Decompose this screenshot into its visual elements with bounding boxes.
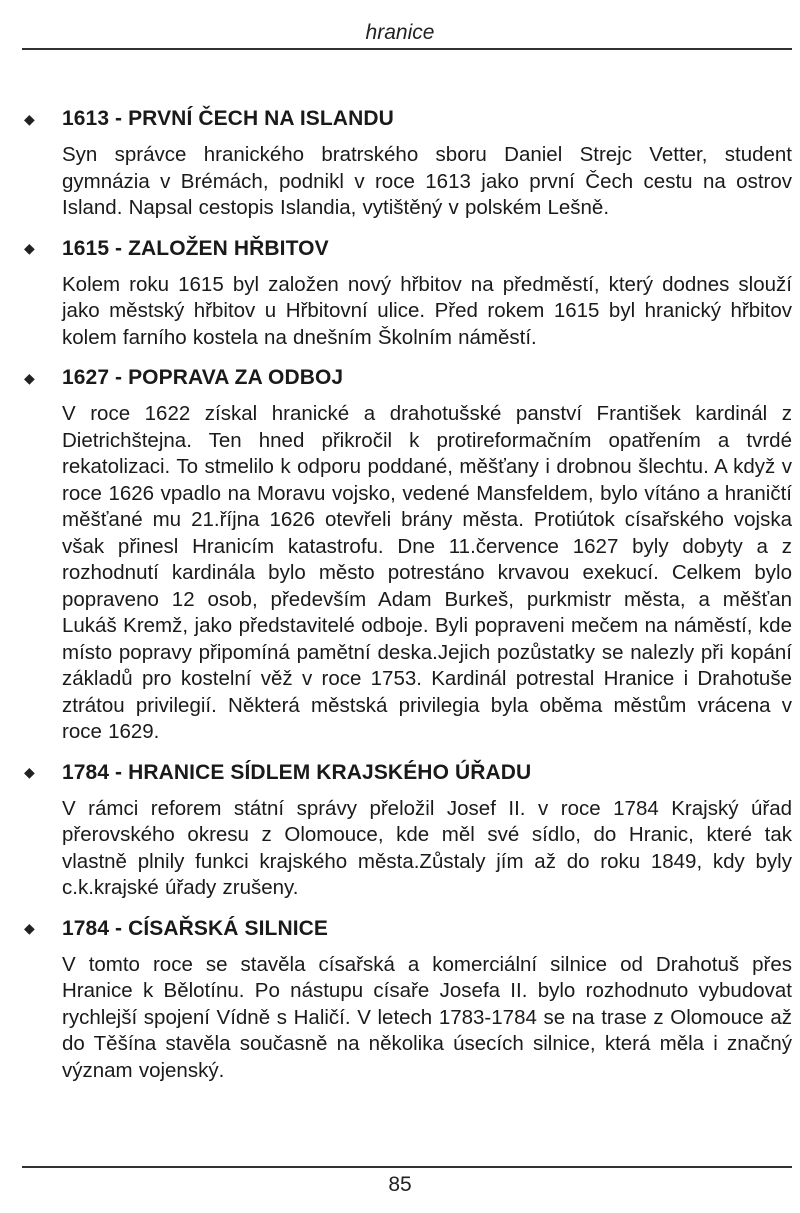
section-1784-cisarska-silnice bbox=[22, 914, 792, 1085]
section-title: 1784 - CÍSAŘSKÁ SILNICE bbox=[62, 916, 329, 940]
section-body: V rámci reforem státní správy přeložil Josef II. v roce 1784 Krajský úřad přerovského okresu z Olomouce, kde měl své sídlo, do Hranic, které tak vlastně plnily funkci krajského města.Zůstaly jím až do roku 1849, kdy byly c.k.krajské úřady zrušeny. bbox=[62, 796, 792, 899]
section-1615 bbox=[22, 234, 792, 352]
section-body: V tomto roce se stavěla císařská a komerciální silnice od Drahotuš přes Hranice k Bělotínu. Po nástupu císaře Josefa II. bylo rozhodnuto vybudovat rychlejší spojení Vídně s Haličí. V letech 1783-1784 se na trase z Olomouce až do Těšína stavěla současně na několika úsecích silnice, která měla i značný význam vojenský. bbox=[62, 952, 792, 1082]
diamond-bullet-icon: ◆ bbox=[24, 920, 35, 936]
diamond-bullet-icon: ◆ bbox=[24, 110, 35, 127]
section-title: 1627 - POPRAVA ZA ODBOJ bbox=[62, 366, 344, 389]
section-1627 bbox=[22, 363, 792, 746]
section-title: 1615 - ZALOŽEN HŘBITOV bbox=[62, 236, 329, 260]
running-title: hranice bbox=[365, 21, 435, 44]
diamond-bullet-icon: ◆ bbox=[24, 240, 35, 256]
section-heading bbox=[22, 363, 792, 393]
section-title: 1784 - HRANICE SÍDLEM KRAJSKÉHO ÚŘADU bbox=[62, 760, 532, 784]
page-content bbox=[22, 104, 792, 1096]
section-heading bbox=[22, 104, 792, 134]
header-rule bbox=[22, 48, 792, 50]
section-heading bbox=[22, 234, 792, 264]
section-heading bbox=[22, 758, 792, 788]
section-1613 bbox=[22, 104, 792, 222]
page-number: 85 bbox=[388, 1173, 412, 1196]
section-body: Syn správce hranického bratrského sboru Daniel Strejc Vetter, student gymnázia v Brémách, podnikl v roce 1613 jako první Čech cestu na ostrov Island. Napsal cestopis Islandia, vytištěný v polském Lešně. bbox=[62, 143, 792, 219]
section-heading bbox=[22, 914, 792, 944]
diamond-bullet-icon: ◆ bbox=[24, 369, 35, 386]
diamond-bullet-icon: ◆ bbox=[24, 764, 35, 780]
section-body: V roce 1622 získal hranické a drahotušské panství František kardinál z Dietrichštejna. Ten hned přikročil k protireformačním opatřením a tvrdé rekatolizaci. To stmelilo k odporu poddané, měšťany i drobnou šlechtu. A když v roce 1626 vpadlo na Moravu vojsko, vedené Mansfeldem, bylo vítáno a hraničtí měšťané mu 21.října 1626 otevřeli brány města. Protiútok císařského vojska však přinesl Hranicím katastrofu. Dne 11.července 1627 byly dobyty a z rozhodnutí kardinála bylo město potrestáno krvavou exekucí. Celkem bylo popraveno 12 osob, především Adam Burkeš, purkmistr města, a měšťan Lukáš Kremž, jako představitelé odboje. Byli popraveni mečem na náměstí, kde místo popravy připomíná pamětní deska.Jejich pozůstatky se nalezly při kopání základů pro kostelní věž v roce 1753. Kardinál potrestal Hranice i Drahotuše ztrátou privilegií. Některá městská privilegia byla oběma městům vrácena v roce 1629. bbox=[62, 402, 792, 743]
section-1784-krajsky-urad bbox=[22, 758, 792, 902]
section-title: 1613 - PRVNÍ ČECH NA ISLANDU bbox=[62, 107, 394, 130]
footer-rule bbox=[22, 1166, 792, 1168]
section-body: Kolem roku 1615 byl založen nový hřbitov na předměstí, který dodnes slouží jako městský hřbitov u Hřbitovní ulice. Před rokem 1615 byl hranický hřbitov kolem farního kostela na dnešním Školním náměstí. bbox=[62, 272, 792, 349]
